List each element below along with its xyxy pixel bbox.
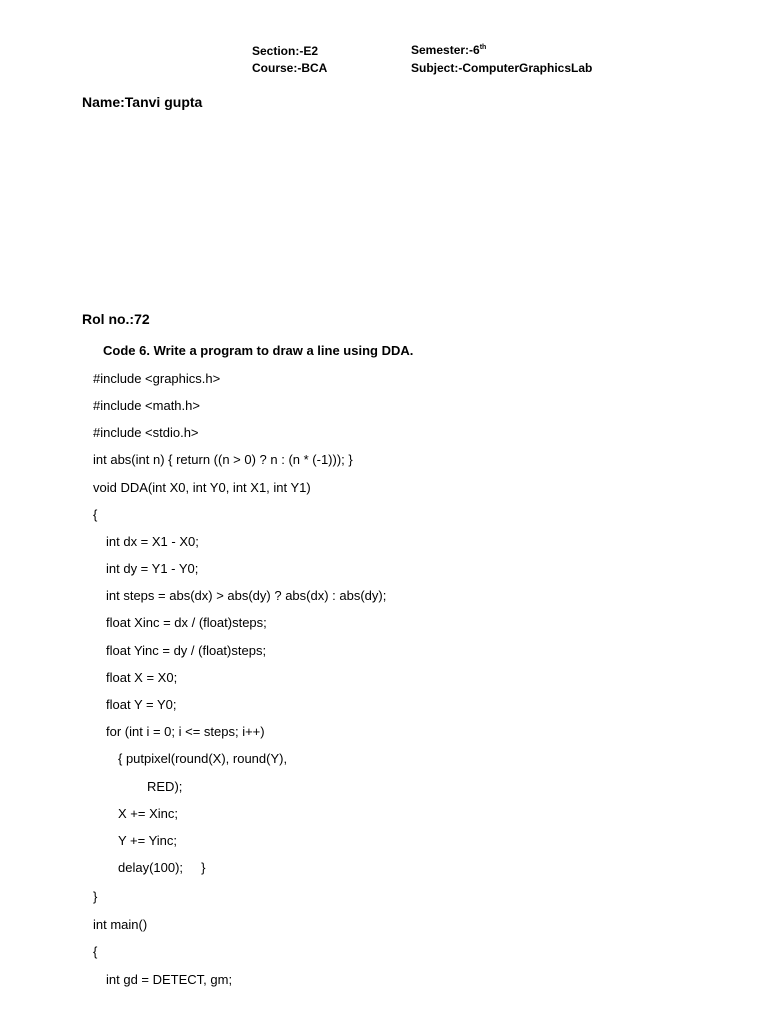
task-heading: Code 6. Write a program to draw a line using DDA. <box>103 343 414 358</box>
code-line: Y += Yinc; <box>118 833 178 848</box>
code-line: #include <stdio.h> <box>93 425 199 440</box>
semester-label <box>411 43 486 57</box>
code-line: void DDA(int X0, int Y0, int X1, int Y1) <box>93 480 311 495</box>
code-line: #include <graphics.h> <box>93 371 221 386</box>
code-line: #include <math.h> <box>93 398 200 413</box>
code-line: float Y = Y0; <box>106 697 177 712</box>
course-label: Course:-BCA <box>252 61 328 75</box>
code-line: for (int i = 0; i <= steps; i++) <box>106 724 265 739</box>
code-line: int abs(int n) { return ((n > 0) ? n : (n * (-1))); } <box>93 452 353 467</box>
code-line: { <box>93 507 98 522</box>
code-line: int main() <box>93 917 148 932</box>
student-name: Name:Tanvi gupta <box>82 94 203 110</box>
code-line: int dy = Y1 - Y0; <box>106 561 199 576</box>
code-line: { putpixel(round(X), round(Y), <box>118 751 288 766</box>
code-line: } <box>93 889 98 904</box>
subject-label: Subject:-ComputerGraphicsLab <box>411 61 593 75</box>
code-line: RED); <box>147 779 183 794</box>
semester-superscript: th <box>479 44 487 51</box>
roll-number: Rol no.:72 <box>82 311 150 327</box>
code-line: int gd = DETECT, gm; <box>106 972 233 987</box>
semester-text: Semester:-6 <box>411 43 480 57</box>
code-line: int steps = abs(dx) > abs(dy) ? abs(dx) : abs(dy); <box>106 588 387 603</box>
section-label: Section:-E2 <box>252 44 319 58</box>
code-line: float Xinc = dx / (float)steps; <box>106 615 267 630</box>
code-line: float X = X0; <box>106 670 178 685</box>
code-line: int dx = X1 - X0; <box>106 534 199 549</box>
code-line: X += Xinc; <box>118 806 178 821</box>
code-line: { <box>93 944 98 959</box>
code-line: delay(100); } <box>118 860 206 875</box>
code-line: float Yinc = dy / (float)steps; <box>106 643 267 658</box>
